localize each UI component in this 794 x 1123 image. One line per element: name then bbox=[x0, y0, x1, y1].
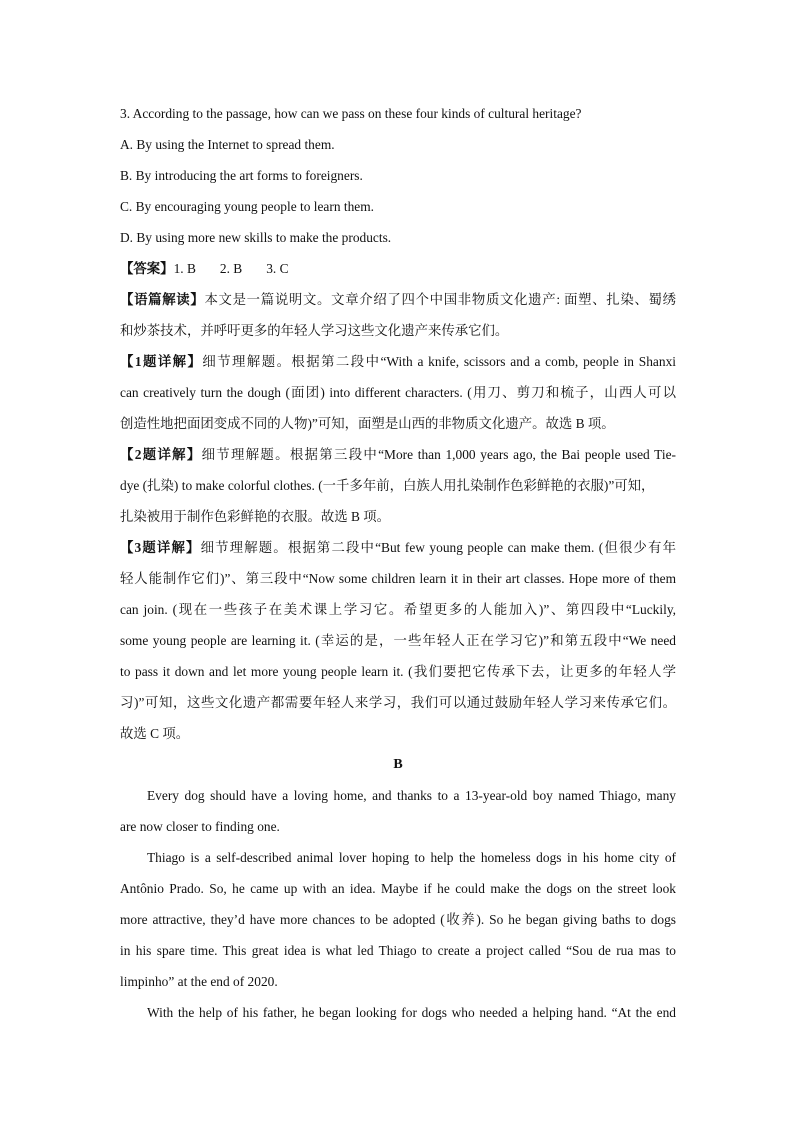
paragraph-line: With the help of his father, he began looking for dogs who needed a helping hand. “At the end bbox=[147, 1005, 676, 1020]
paragraph-line: Antônio Prado. So, he came up with an idea. Maybe if he could make the dogs on the street look bbox=[120, 881, 676, 896]
answer-label: 【答案】 bbox=[120, 261, 174, 276]
question-3 bbox=[120, 98, 676, 253]
passage-paragraph bbox=[120, 997, 676, 1028]
section-heading: B bbox=[393, 757, 403, 772]
q1-line: 【1题详解】细节理解题。根据第二段中“With a knife, scissors and a comb, people in Shanxi bbox=[120, 354, 676, 369]
q3-line: can join. (现在一些孩子在美术课上学习它。希望更多的人能加入)”、第四段中“Luckily, bbox=[120, 602, 676, 617]
passage-interpretation bbox=[120, 284, 676, 346]
paragraph-line: Thiago is a self-described animal lover hoping to help the homeless dogs in his home city of bbox=[147, 850, 676, 865]
option-a: A. By using the Internet to spread them. bbox=[120, 137, 335, 152]
q2-line: 【2题详解】细节理解题。根据第三段中“More than 1,000 years ago, the Bai people used Tie- bbox=[120, 447, 676, 462]
paragraph-line: in his spare time. This great idea is what led Thiago to create a project called “Sou de rua mas to bbox=[120, 943, 676, 958]
q3-line: 【3题详解】细节理解题。根据第二段中“But few young people can make them. (但很少有年 bbox=[120, 540, 676, 555]
q2-explanation bbox=[120, 439, 676, 532]
q2-line: dye (扎染) to make colorful clothes. (一千多年前，白族人用扎染制作色彩鲜艳的衣服)”可知， bbox=[120, 478, 655, 493]
passage-paragraph bbox=[120, 780, 676, 842]
q1-line: 创造性地把面团变成不同的人物)”可知，面塑是山西的非物质文化遗产。故选 B 项。 bbox=[120, 416, 615, 431]
q1-explanation bbox=[120, 346, 676, 439]
q3-line: 故选 C 项。 bbox=[120, 726, 190, 741]
q2-label: 【2题详解】 bbox=[120, 447, 202, 462]
paragraph-line: more attractive, they’d have more chances to be adopted (收养). So he began giving baths to dogs bbox=[120, 912, 676, 927]
q1-label: 【1题详解】 bbox=[120, 354, 203, 369]
paragraph-line: are now closer to finding one. bbox=[120, 819, 280, 834]
q3-line: 轻人能制作它们)”、第三段中“Now some children learn it in their art classes. Hope more of them bbox=[120, 571, 676, 586]
question-stem: 3. According to the passage, how can we pass on these four kinds of cultural heritage? bbox=[120, 106, 582, 121]
answer-1: 1. B bbox=[173, 261, 196, 276]
option-b: B. By introducing the art forms to foreigners. bbox=[120, 168, 363, 183]
option-d: D. By using more new skills to make the products. bbox=[120, 230, 392, 245]
q3-line: to pass it down and let more young people learn it. (我们要把它传承下去，让更多的年轻人学 bbox=[120, 664, 676, 679]
answer-3: 3. C bbox=[266, 261, 289, 276]
document-page bbox=[120, 98, 676, 1028]
answer-line bbox=[120, 253, 676, 284]
interpretation-line: 【语篇解读】本文是一篇说明文。文章介绍了四个中国非物质文化遗产: 面塑、扎染、蜀绣 bbox=[120, 292, 676, 307]
q3-line: 习)”可知，这些文化遗产都需要年轻人来学习，我们可以通过鼓励年轻人学习来传承它们。 bbox=[120, 695, 676, 710]
interpretation-label: 【语篇解读】 bbox=[120, 292, 205, 307]
q3-explanation bbox=[120, 532, 676, 749]
answer-2: 2. B bbox=[219, 261, 243, 276]
q3-label: 【3题详解】 bbox=[120, 540, 201, 555]
q3-line: some young people are learning it. (幸运的是，一些年轻人正在学习它)”和第五段中“We need bbox=[120, 633, 676, 648]
paragraph-line: limpinho” at the end of 2020. bbox=[120, 974, 278, 989]
interpretation-line: 和炒茶技术，并呼吁更多的年轻人学习这些文化遗产来传承它们。 bbox=[120, 323, 509, 338]
q1-line: can creatively turn the dough (面团) into different characters. (用刀、剪刀和梳子，山西人可以 bbox=[120, 385, 676, 400]
passage-paragraph bbox=[120, 842, 676, 997]
option-c: C. By encouraging young people to learn them. bbox=[120, 199, 374, 214]
q2-line: 扎染被用于制作色彩鲜艳的衣服。故选 B 项。 bbox=[120, 509, 391, 524]
paragraph-line: Every dog should have a loving home, and thanks to a 13-year-old boy named Thiago, many bbox=[147, 788, 676, 803]
